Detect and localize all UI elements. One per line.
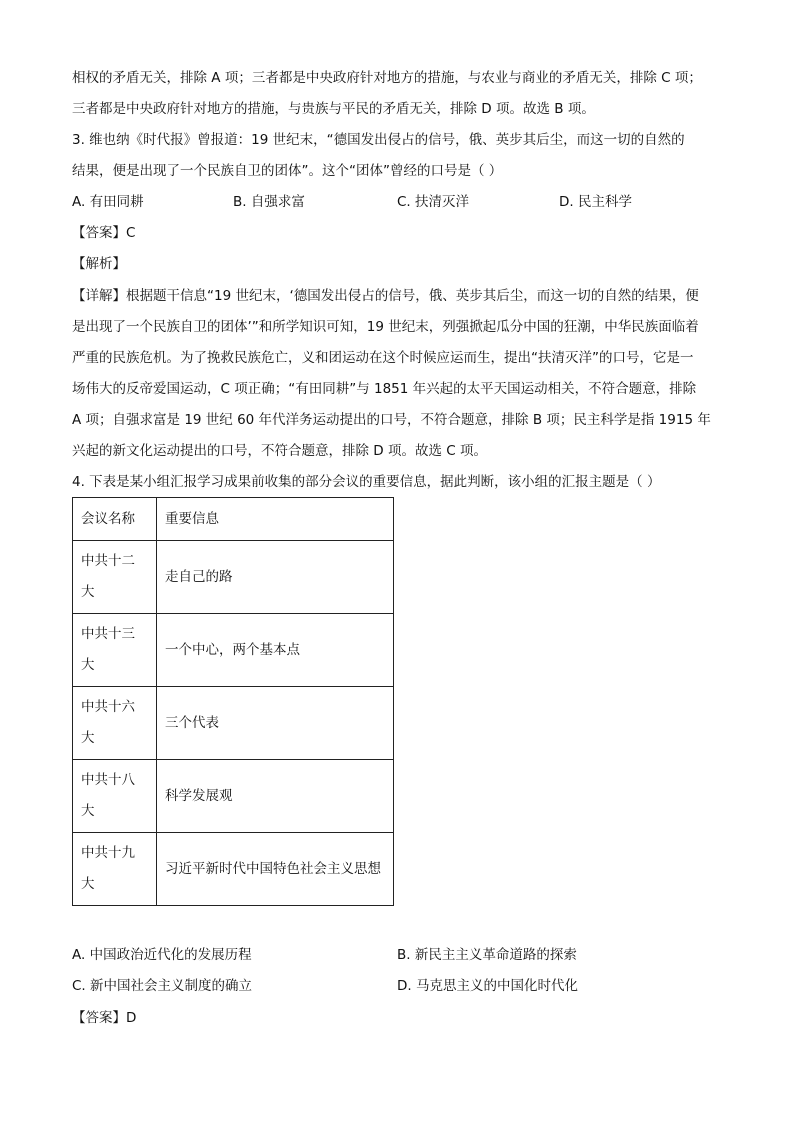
q3-option-a: A. 有田同耕 [72, 194, 144, 210]
meeting-info-table [72, 497, 394, 906]
q3-detail-line-6: 兴起的新文化运动提出的口号，不符合题意，排除 D 项。故选 C 项。 [72, 443, 487, 459]
table-cell-info: 三个代表 [157, 687, 394, 760]
q3-analysis-label: 【解析】 [72, 256, 126, 272]
q3-option-c: C. 扶清灭洋 [397, 194, 470, 210]
q3-option-b: B. 自强求富 [233, 194, 305, 210]
table-cell-info: 科学发展观 [157, 760, 394, 833]
q3-detail-line-1: 【详解】根据题干信息“19 世纪末，‘德国发出侵占的信号，俄、英步其后尘，而这一切的自然的结果，便 [72, 288, 699, 304]
table-cell-meeting: 中共十三大 [73, 614, 157, 687]
intro-line-1: 相权的矛盾无关，排除 A 项；三者都是中央政府针对地方的措施，与农业与商业的矛盾无关，排除 C 项； [72, 70, 702, 86]
table-cell-info: 一个中心，两个基本点 [157, 614, 394, 687]
table-row [73, 614, 394, 687]
q4-stem: 4. 下表是某小组汇报学习成果前收集的部分会议的重要信息，据此判断，该小组的汇报主题是（ ） [72, 474, 661, 490]
table-header-cell: 重要信息 [157, 498, 394, 541]
intro-line-2: 三者都是中央政府针对地方的措施，与贵族与平民的矛盾无关，排除 D 项。故选 B 项。 [72, 101, 595, 117]
q4-option-c: C. 新中国社会主义制度的确立 [72, 978, 253, 994]
q3-stem-line-1: 3. 维也纳《时代报》曾报道：19 世纪末，“德国发出侵占的信号，俄、英步其后尘，而这一切的自然的 [72, 132, 685, 148]
table-cell-meeting: 中共十六大 [73, 687, 157, 760]
table-row [73, 687, 394, 760]
q3-option-d: D. 民主科学 [559, 194, 632, 210]
q3-detail-line-2: 是出现了一个民族自卫的团体’”和所学知识可知，19 世纪末，列强掀起瓜分中国的狂潮，中华民族面临着 [72, 319, 699, 335]
q3-detail-line-4: 场伟大的反帝爱国运动，C 项正确；“有田同耕”与 1851 年兴起的太平天国运动相关，不符合题意，排除 [72, 381, 697, 397]
table-cell-meeting: 中共十二大 [73, 541, 157, 614]
q3-detail-line-5: A 项；自强求富是 19 世纪 60 年代洋务运动提出的口号，不符合题意，排除 B 项；民主科学是指 1915 年 [72, 412, 711, 428]
table-row [73, 760, 394, 833]
table-cell-meeting: 中共十九大 [73, 833, 157, 906]
q4-option-a: A. 中国政治近代化的发展历程 [72, 947, 252, 963]
table-cell-meeting: 中共十八大 [73, 760, 157, 833]
q3-detail-line-3: 严重的民族危机。为了挽救民族危亡，义和团运动在这个时候应运而生，提出“扶清灭洋”的口号，它是一 [72, 350, 694, 366]
q3-stem-line-2: 结果，便是出现了一个民族自卫的团体”。这个“团体”曾经的口号是（ ） [72, 163, 503, 179]
table-row [73, 541, 394, 614]
table-cell-info: 走自己的路 [157, 541, 394, 614]
table-header-cell: 会议名称 [73, 498, 157, 541]
q4-option-d: D. 马克思主义的中国化时代化 [397, 978, 578, 994]
q4-option-b: B. 新民主主义革命道路的探索 [397, 947, 577, 963]
table-cell-info: 习近平新时代中国特色社会主义思想 [157, 833, 394, 906]
q3-answer: 【答案】C [72, 225, 136, 241]
q4-answer: 【答案】D [72, 1010, 137, 1026]
table-header-row [73, 498, 394, 541]
table-row [73, 833, 394, 906]
